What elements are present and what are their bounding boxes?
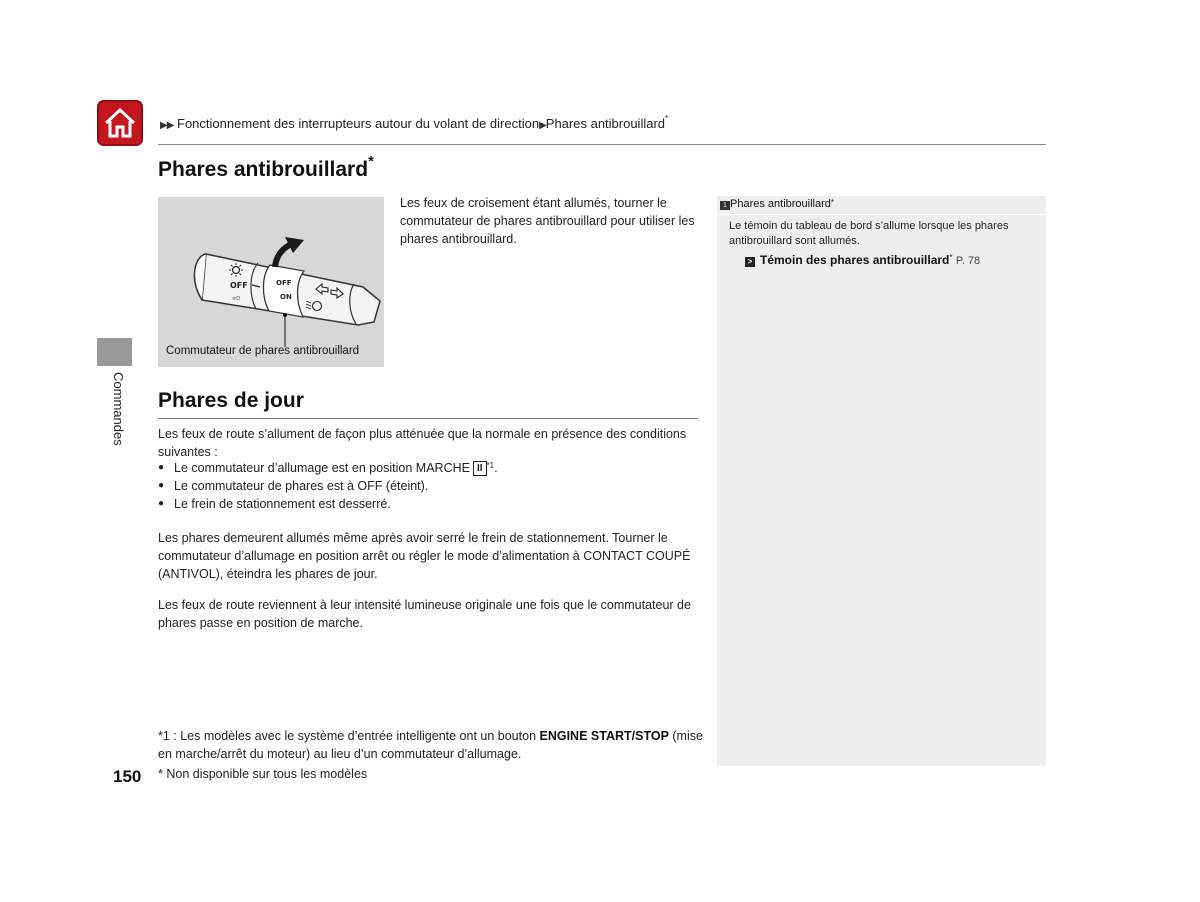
side-note-panel xyxy=(717,196,1046,766)
breadcrumb-mark: * xyxy=(665,114,669,123)
breadcrumb xyxy=(160,116,668,131)
side-note-title-mark: * xyxy=(830,198,835,207)
home-icon xyxy=(97,100,143,146)
switch-label-off-headlight: OFF xyxy=(230,281,248,290)
drl-heading: Phares de jour xyxy=(158,389,304,412)
list-item: ● Le commutateur de phares est à OFF (éteint). xyxy=(158,477,703,495)
fog-lights-title: Phares antibrouillard xyxy=(158,158,369,181)
note-arrow-icon: > xyxy=(745,257,755,267)
list-item: ● Le frein de stationnement est desserré. xyxy=(158,495,703,513)
footnote-bold: ENGINE START/STOP xyxy=(539,729,669,743)
fog-lights-intro: Les feux de croisement étant allumés, tourner le commutateur de phares antibrouillard pour utiliser les phares antibrouillard. xyxy=(400,196,695,246)
svg-text:≡D: ≡D xyxy=(232,296,241,302)
header-rule xyxy=(158,144,1046,145)
drl-rule xyxy=(158,418,698,419)
ignition-position-icon: II xyxy=(473,461,487,476)
breadcrumb-triangle-icon: ▶▶ xyxy=(160,120,174,131)
footnote-text: *1 : Les modèles avec le système d’entrée intelligente ont un bouton xyxy=(158,729,540,743)
side-note-header xyxy=(717,196,1046,215)
condition-end: . xyxy=(494,461,498,475)
breadcrumb-triangle-icon: ▶ xyxy=(539,120,546,131)
fog-indicator-link[interactable] xyxy=(717,252,1046,269)
drl-intro: Les feux de route s’allument de façon plus atténuée que la normale en présence des conditions suivantes : xyxy=(158,427,687,459)
switch-label-off-fog: OFF xyxy=(276,279,292,287)
page-number: 150 xyxy=(113,767,142,786)
footnote-text-end: (mise en marche/arrêt du moteur) au lieu d’un commutateur d’allumage. xyxy=(158,729,703,761)
footnote-engine-start xyxy=(158,727,703,763)
figure-caption: Commutateur de phares antibrouillard xyxy=(166,345,360,357)
list-item xyxy=(158,459,703,477)
drl-conditions-list xyxy=(158,459,703,513)
footnote-ref: *1 xyxy=(486,461,495,470)
fog-lights-heading xyxy=(158,153,374,182)
fog-lights-title-mark: * xyxy=(368,153,374,170)
link-page: P. 78 xyxy=(955,255,981,267)
breadcrumb-parent-link[interactable]: Fonctionnement des interrupteurs autour du volant de direction xyxy=(177,116,540,131)
note-icon: 1 xyxy=(720,201,730,210)
side-note-body: Le témoin du tableau de bord s’allume lorsque les phares antibrouillard sont allumés. xyxy=(729,220,1009,247)
condition-text: Le commutateur d’allumage est en position MARCHE xyxy=(174,461,470,475)
breadcrumb-current: Phares antibrouillard xyxy=(545,116,666,131)
section-tab[interactable] xyxy=(97,338,132,366)
link-text: Témoin des phares antibrouillard xyxy=(760,253,950,267)
fog-switch-figure xyxy=(158,197,384,367)
fog-light-switch-illustration xyxy=(158,197,384,367)
home-button[interactable] xyxy=(97,100,143,146)
drl-paragraph-3: Les feux de route reviennent à leur intensité lumineuse originale une fois que le commutateur de phares passe en position de marche. xyxy=(158,598,691,630)
switch-label-on-fog: ON xyxy=(280,293,292,301)
link-mark: * xyxy=(949,253,953,262)
side-note-title: Phares antibrouillard xyxy=(730,198,831,210)
drl-paragraph-2: Les phares demeurent allumés même après avoir serré le frein de stationnement. Tourner le commutateur d’allumage en position arrêt ou régler le mode d’alimentation à CONTACT COUPÉ (ANTIVOL), éteindra les phares de jour. xyxy=(158,531,691,581)
footnote-availability: * Non disponible sur tous les modèles xyxy=(158,767,368,781)
section-tab-label: Commandes xyxy=(111,372,126,446)
